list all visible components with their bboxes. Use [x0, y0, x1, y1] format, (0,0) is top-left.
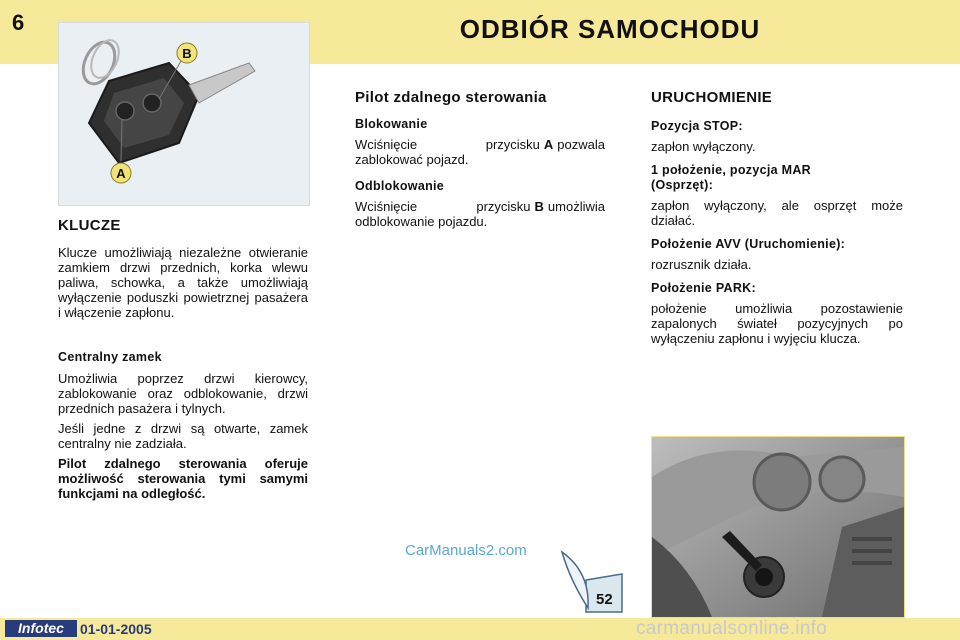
- unlock-key-b: B: [534, 199, 544, 214]
- page-corner-icon: [556, 550, 626, 614]
- key-fob-illustration: [58, 22, 310, 206]
- avv-heading: Położenie AVV (Uruchomienie):: [651, 237, 846, 251]
- page-title: ODBIÓR SAMOCHODU: [459, 14, 761, 44]
- lock-text-post: pozwala zablokować pojazd.: [355, 137, 605, 167]
- central-lock-text-1: Umożliwia poprzez drzwi kierowcy, zablokowanie oraz odblokowanie, drzwi przednich pasażera i tylnych.: [58, 371, 308, 416]
- site-watermark: carmanualsonline.info: [636, 618, 828, 639]
- central-lock-note: Pilot zdalnego sterowania oferuje możliwość sterowania tymi samymi funkcjami na odległość.: [58, 456, 308, 501]
- lock-heading: Blokowanie: [355, 117, 428, 131]
- central-lock-heading: Centralny zamek: [58, 350, 162, 364]
- uruchomienie-section: [651, 90, 903, 346]
- page-number: 52: [596, 591, 613, 608]
- park-heading: Położenie PARK:: [651, 281, 756, 295]
- lock-text: [355, 137, 605, 167]
- klucze-heading: KLUCZE: [58, 217, 121, 234]
- pilot-section: [355, 90, 605, 229]
- unlock-text-post: umożliwia odblokowanie pojazdu.: [355, 199, 605, 229]
- park-text: położenie umożliwia pozostawienie zapalonych świateł pozycyjnych po wyłączeniu zapłonu i wyjęciu klucza.: [651, 301, 903, 346]
- central-lock-text-2: Jeśli jedne z drzwi są otwarte, zamek centralny nie zadziała.: [58, 421, 308, 451]
- klucze-section: [58, 218, 308, 501]
- unlock-text-pre: Wciśnięcie przycisku: [355, 199, 531, 214]
- unlock-text: [355, 199, 605, 229]
- lock-text-pre: Wciśnięcie przycisku: [355, 137, 540, 152]
- uruchomienie-heading: URUCHOMIENIE: [651, 89, 773, 106]
- pilot-heading: Pilot zdalnego sterowania: [355, 89, 547, 106]
- mar-heading: 1 położenie, pozycja MAR (Osprzęt):: [651, 163, 812, 192]
- infotec-logo: Infotec: [5, 620, 77, 637]
- stop-text: zapłon wyłączony.: [651, 139, 756, 154]
- mar-text: zapłon wyłączony, ale osprzęt może działać.: [651, 198, 903, 228]
- key-label-b: B: [182, 46, 192, 61]
- klucze-text: Klucze umożliwiają niezależne otwieranie zamkiem drzwi przednich, korka wlewu paliwa, schowka, a także umożliwiają wyłączenie poduszki powietrznej pasażera i włączenie zapłonu.: [58, 245, 308, 320]
- footer-date: 01-01-2005: [80, 621, 152, 637]
- chapter-number: 6: [12, 10, 25, 35]
- unlock-heading: Odblokowanie: [355, 179, 445, 193]
- watermark: CarManuals2.com: [405, 542, 527, 559]
- stop-heading: Pozycja STOP:: [651, 119, 743, 133]
- lock-key-a: A: [543, 137, 554, 152]
- avv-text: rozrusznik działa.: [651, 257, 752, 272]
- ignition-photo: [651, 436, 905, 618]
- key-label-a: A: [116, 166, 126, 181]
